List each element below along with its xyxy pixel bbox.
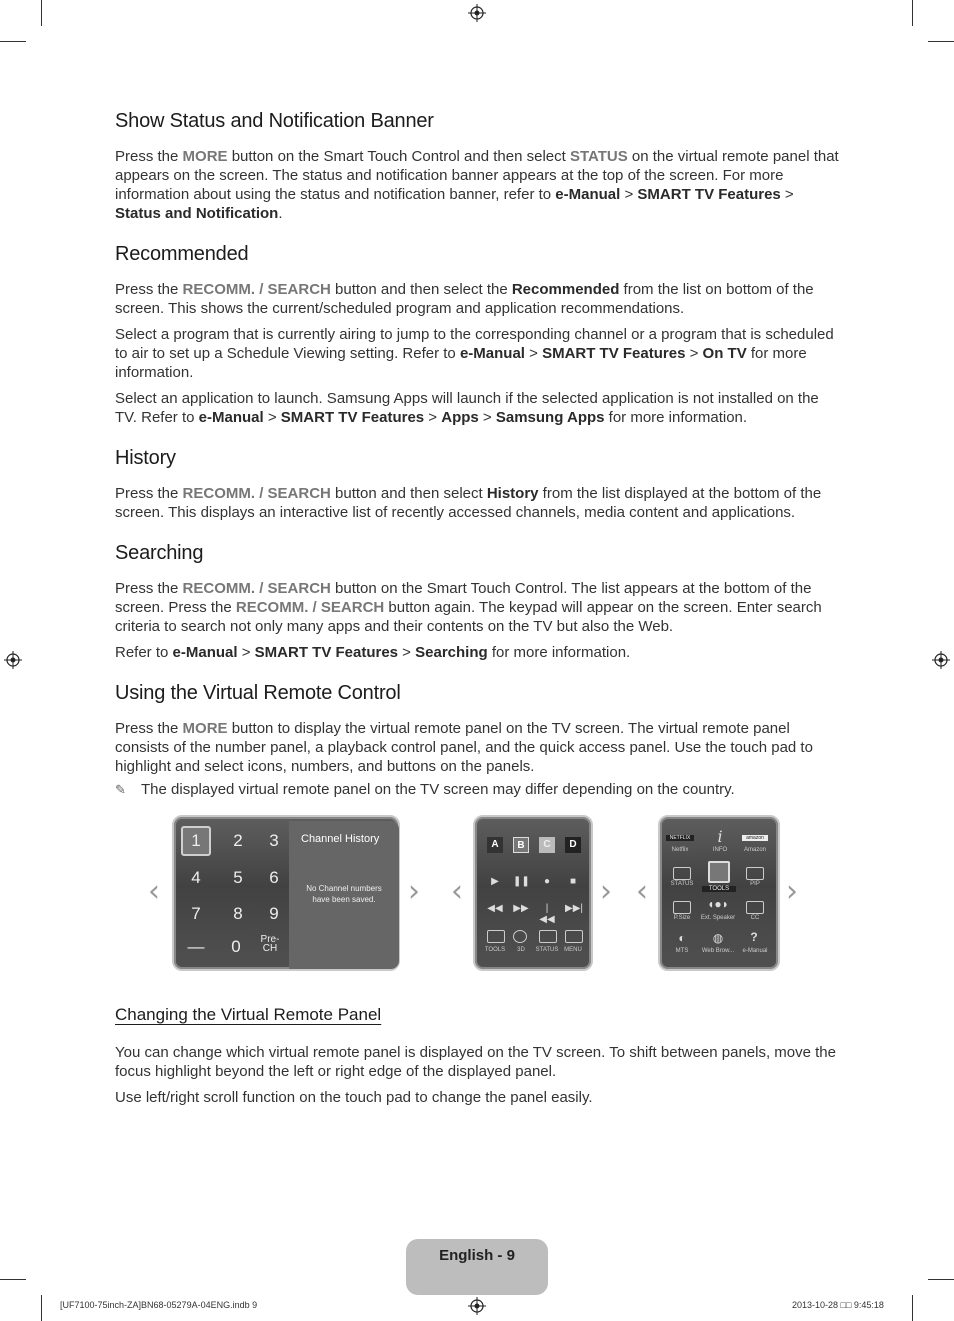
picture-size-icon [673, 901, 691, 914]
status-icon [539, 930, 557, 943]
mts-label: MTS [675, 948, 689, 954]
paragraph: You can change which virtual remote panel is displayed on the TV screen. To shift between panels, move the focus highlight beyond the left or right edge of the displayed panel. [115, 1044, 836, 1080]
crop-mark [41, 1295, 42, 1321]
key-d: D [565, 837, 581, 853]
page-number: English - 9 [439, 1247, 515, 1264]
print-slug-right: 2013-10-28 □□ 9:45:18 [792, 1300, 884, 1310]
key-a: A [487, 837, 503, 853]
note-pencil-icon: ✎ [115, 782, 126, 797]
pip-icon [746, 867, 764, 880]
info-icon: i [717, 827, 723, 846]
section-status-banner [115, 110, 840, 223]
status-label: STATUS [535, 947, 559, 953]
cc-label: CC [750, 915, 760, 921]
stop-icon: ■ [569, 876, 577, 887]
netflix-label: Netflix [671, 847, 689, 853]
fast-forward-icon: ▶▶ [513, 903, 529, 914]
chevron-right-icon: › [786, 874, 798, 909]
registration-mark-icon [468, 1297, 486, 1315]
section-title: History [115, 447, 176, 469]
web-browser-label: Web Brow... [701, 948, 735, 954]
tools-icon [708, 861, 730, 883]
registration-mark-icon [468, 4, 486, 22]
pause-icon: ❚❚ [513, 876, 530, 887]
3d-icon [513, 930, 527, 943]
registration-mark-icon [932, 651, 950, 669]
web-browser-icon: ◍ [712, 931, 724, 945]
amazon-label: Amazon [743, 847, 766, 853]
play-icon: ▶ [491, 876, 499, 887]
paragraph: Press the RECOMM. / SEARCH button and then select History from the list displayed at the bottom of the screen. This displays an interactive list of recently accessed channels, media content and applications. [115, 485, 822, 521]
chevron-right-icon: › [600, 874, 612, 909]
number-panel [172, 815, 400, 971]
chevron-left-icon: ‹ [636, 874, 648, 909]
amazon-logo: amazon [742, 835, 768, 841]
crop-mark [41, 0, 42, 26]
page-content [115, 110, 840, 819]
section-history [115, 447, 840, 522]
key-prech: Pre- CH [260, 934, 280, 954]
section-virtual-remote [115, 682, 840, 799]
rewind-icon: ◀◀ [487, 903, 503, 914]
crop-mark [928, 41, 954, 42]
ext-speaker-label: Ext. Speaker [700, 915, 736, 921]
note: ✎ The displayed virtual remote panel on the TV screen may differ depending on the country. [115, 781, 735, 798]
section-title: Using the Virtual Remote Control [115, 682, 401, 704]
paragraph: Use left/right scroll function on the touch pad to change the panel easily. [115, 1089, 593, 1106]
channel-history-message: No Channel numbers have been saved. [306, 884, 382, 904]
key-7: 7 [191, 904, 201, 923]
crop-mark [0, 1279, 26, 1280]
subsection-title: Changing the Virtual Remote Panel [115, 1005, 382, 1024]
key-1: 1 [181, 826, 211, 856]
key-dash: — [187, 937, 205, 956]
record-icon: ● [543, 876, 551, 887]
key-8: 8 [233, 904, 243, 923]
virtual-remote-figure [148, 815, 808, 975]
cc-icon [746, 901, 764, 914]
next-icon: ▶▶| [565, 903, 583, 914]
speaker-icon: ◖●◗ [707, 897, 729, 911]
crop-mark [0, 41, 26, 42]
paragraph: Select a program that is currently airing to jump to the corresponding channel or a program that is scheduled to air to set up a Schedule Viewing setting. Refer to e-Manual > SMART TV Features > On TV for more information. [115, 326, 834, 381]
menu-icon [565, 930, 583, 943]
netflix-logo: NETFLIX [666, 835, 694, 841]
section-changing-panel [115, 1005, 840, 1114]
print-slug-left: [UF7100-75inch-ZA]BN68-05279A-04ENG.indb 9 [60, 1300, 258, 1310]
3d-label: 3D [517, 947, 525, 953]
paragraph: Press the MORE button to display the virtual remote panel on the TV screen. The virtual remote panel consists of the number panel, a playback control panel, and the quick access panel. Use the touch pad to highlight and select icons, numbers, and buttons on the panels. [115, 720, 813, 775]
section-searching [115, 542, 840, 662]
channel-history-title: Channel History [301, 833, 380, 845]
chevron-left-icon: ‹ [451, 874, 463, 909]
tools-icon [487, 930, 505, 943]
section-title: Recommended [115, 243, 249, 265]
crop-mark [912, 1295, 913, 1321]
section-title: Show Status and Notification Banner [115, 110, 434, 132]
crop-mark [912, 0, 913, 26]
tools-label: TOOLS [702, 886, 736, 892]
section-recommended [115, 243, 840, 427]
page-number-tab [406, 1239, 548, 1295]
chevron-right-icon: › [408, 874, 420, 909]
paragraph: Press the RECOMM. / SEARCH button on the Smart Touch Control. The list appears at the bottom of the screen. Press the RECOMM. / SEARCH button again. The keypad will appear on the screen. Enter search criteria to search not only many apps and their contents on the TV but also the Web. [115, 580, 822, 635]
paragraph: Select an application to launch. Samsung Apps will launch if the selected application is not installed on the TV. Refer to e-Manual > SMART TV Features > Apps > Samsung Apps for more information. [115, 390, 819, 426]
menu-label: MENU [564, 947, 582, 953]
pip-label: PIP [750, 881, 760, 887]
key-4: 4 [191, 868, 201, 887]
key-9: 9 [269, 904, 279, 923]
mts-icon: ◐ [678, 931, 686, 945]
key-2: 2 [233, 831, 243, 850]
paragraph: Press the RECOMM. / SEARCH button and then select the Recommended from the list on bottom of the screen. This shows the current/scheduled program and application recommendations. [115, 281, 814, 317]
info-label: INFO [712, 847, 728, 853]
previous-icon: |◀◀ [539, 903, 555, 925]
paragraph: Refer to e-Manual > SMART TV Features > Searching for more information. [115, 644, 631, 661]
key-6: 6 [269, 868, 279, 887]
key-c: C [539, 837, 555, 853]
chevron-left-icon: ‹ [148, 874, 160, 909]
key-3: 3 [269, 831, 279, 850]
section-title: Searching [115, 542, 204, 564]
crop-mark [928, 1279, 954, 1280]
paragraph: Press the MORE button on the Smart Touch Control and then select STATUS on the virtual remote panel that appears on the screen. The status and notification banner appears at the top of the screen. For more information about using the status and notification banner, refer to e-Manual > SMART TV Features > Status and Notification. [115, 148, 839, 222]
registration-mark-icon [4, 651, 22, 669]
e-manual-icon: ? [750, 930, 758, 944]
key-0: 0 [231, 937, 241, 956]
tools-label: TOOLS [484, 947, 506, 953]
status-icon [673, 867, 691, 880]
psize-label: P.Size [673, 915, 691, 921]
status-label: STATUS [670, 881, 694, 887]
key-b: B [513, 837, 529, 853]
channel-history [289, 821, 399, 969]
key-5: 5 [233, 868, 243, 887]
quick-access-panel [658, 815, 780, 971]
playback-panel [473, 815, 593, 971]
e-manual-label: e-Manual [742, 948, 768, 954]
